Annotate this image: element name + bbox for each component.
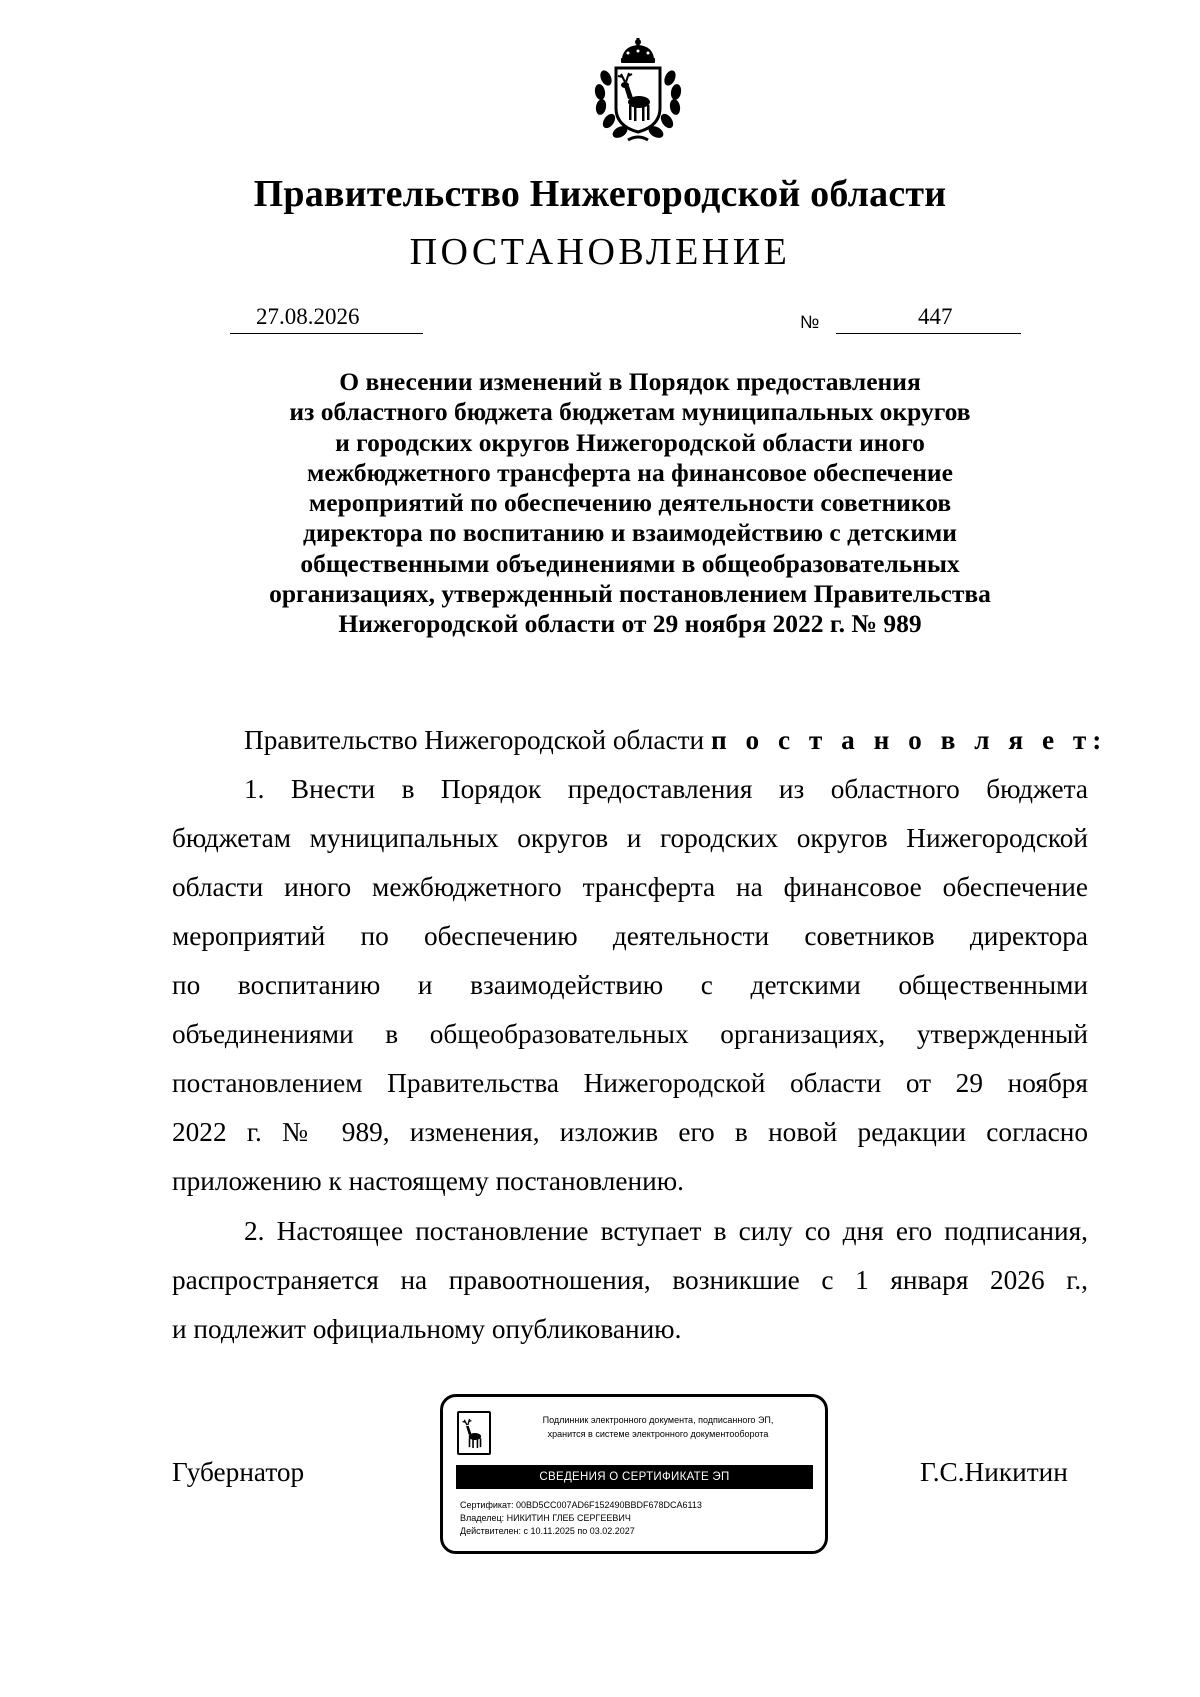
clause-line: и подлежит официальному опубликованию. (172, 1314, 682, 1344)
resolution-intro (172, 716, 1108, 765)
clause-line: по воспитанию и взаимодействию с детскими общественными (172, 970, 1088, 1000)
document-number-field (836, 300, 1021, 334)
signatory-role: Губернатор (172, 1457, 305, 1487)
heading-line: организациях, утвержденный постановлением Правительства (269, 579, 991, 609)
document-type: ПОСТАНОВЛЕНИЕ (409, 231, 791, 273)
intro-subject: Правительство Нижегородской области (244, 725, 711, 755)
signatory-name: Г.С.Никитин (920, 1457, 1068, 1487)
clause-line: 2. Настоящее постановление вступает в силу со дня его подписания, (244, 1216, 1088, 1246)
document-heading (200, 367, 1060, 640)
clause-line: постановлением Правительства Нижегородской области от 29 ноября (172, 1068, 1088, 1098)
heading-line: Нижегородской области от 29 ноября 2022 г. № 989 (338, 609, 922, 639)
heading-line: общественными объединениями в общеобразовательных (300, 548, 960, 578)
clause-line: области иного межбюджетного трансферта на финансовое обеспечение (172, 872, 1088, 902)
clause-line: 2022 г. № 989, изменения, изложив его в новой редакции согласно (172, 1117, 1088, 1147)
clause-line: распространяется на правоотношения, возникшие с 1 января 2026 г., (172, 1265, 1088, 1295)
clause-line: приложению к настоящему постановлению. (172, 1166, 684, 1196)
clause-line: бюджетам муниципальных округов и городских округов Нижегородской (172, 823, 1088, 853)
clause-2 (172, 1207, 1088, 1354)
clause-line: мероприятий по обеспечению деятельности советников директора (172, 921, 1088, 951)
organization-title: Правительство Нижегородской области (253, 173, 947, 215)
heading-line: директора по воспитанию и взаимодействию с детскими (303, 518, 957, 548)
coat-of-arms-emblem (578, 36, 698, 144)
document-date: 27.08.2026 (256, 304, 360, 329)
electronic-signature-stamp (440, 1394, 828, 1554)
clause-line: объединениями в общеобразовательных организациях, утвержденный (172, 1019, 1088, 1049)
certificate-validity: Действителен: с 10.11.2025 по 03.02.2027 (460, 1526, 635, 1536)
clause-line: 1. Внести в Порядок предоставления из областного бюджета (244, 774, 1088, 804)
stamp-note (503, 1413, 813, 1441)
certificate-id: Сертификат: 00BD5CC007AD6F152490BBDF678DCA6113 (460, 1500, 702, 1510)
certificate-details (460, 1499, 702, 1538)
stamp-note-line: Подлинник электронного документа, подписанного ЭП, (542, 1415, 774, 1425)
intro-verb: п о с т а н о в л я е т: (710, 725, 1108, 755)
stamp-title-bar: СВЕДЕНИЯ О СЕРТИФИКАТЕ ЭП (456, 1465, 813, 1489)
clause-1 (172, 765, 1088, 1206)
heading-line: и городских округов Нижегородской области иного (335, 427, 925, 457)
heading-line: О внесении изменений в Порядок предоставления (339, 367, 921, 396)
document-date-field (230, 300, 423, 334)
heading-line: из областного бюджета бюджетам муниципальных округов (289, 397, 971, 427)
heading-line: межбюджетного трансферта на финансовое обеспечение (307, 457, 953, 487)
deer-logo-icon (457, 1411, 491, 1455)
stamp-note-line: хранится в системе электронного документооборота (547, 1429, 769, 1439)
certificate-owner: Владелец: НИКИТИН ГЛЕБ СЕРГЕЕВИЧ (460, 1513, 631, 1523)
document-number: 447 (918, 304, 953, 329)
heading-line: мероприятий по обеспечению деятельности советников (308, 488, 952, 518)
number-sign: № (800, 312, 820, 332)
